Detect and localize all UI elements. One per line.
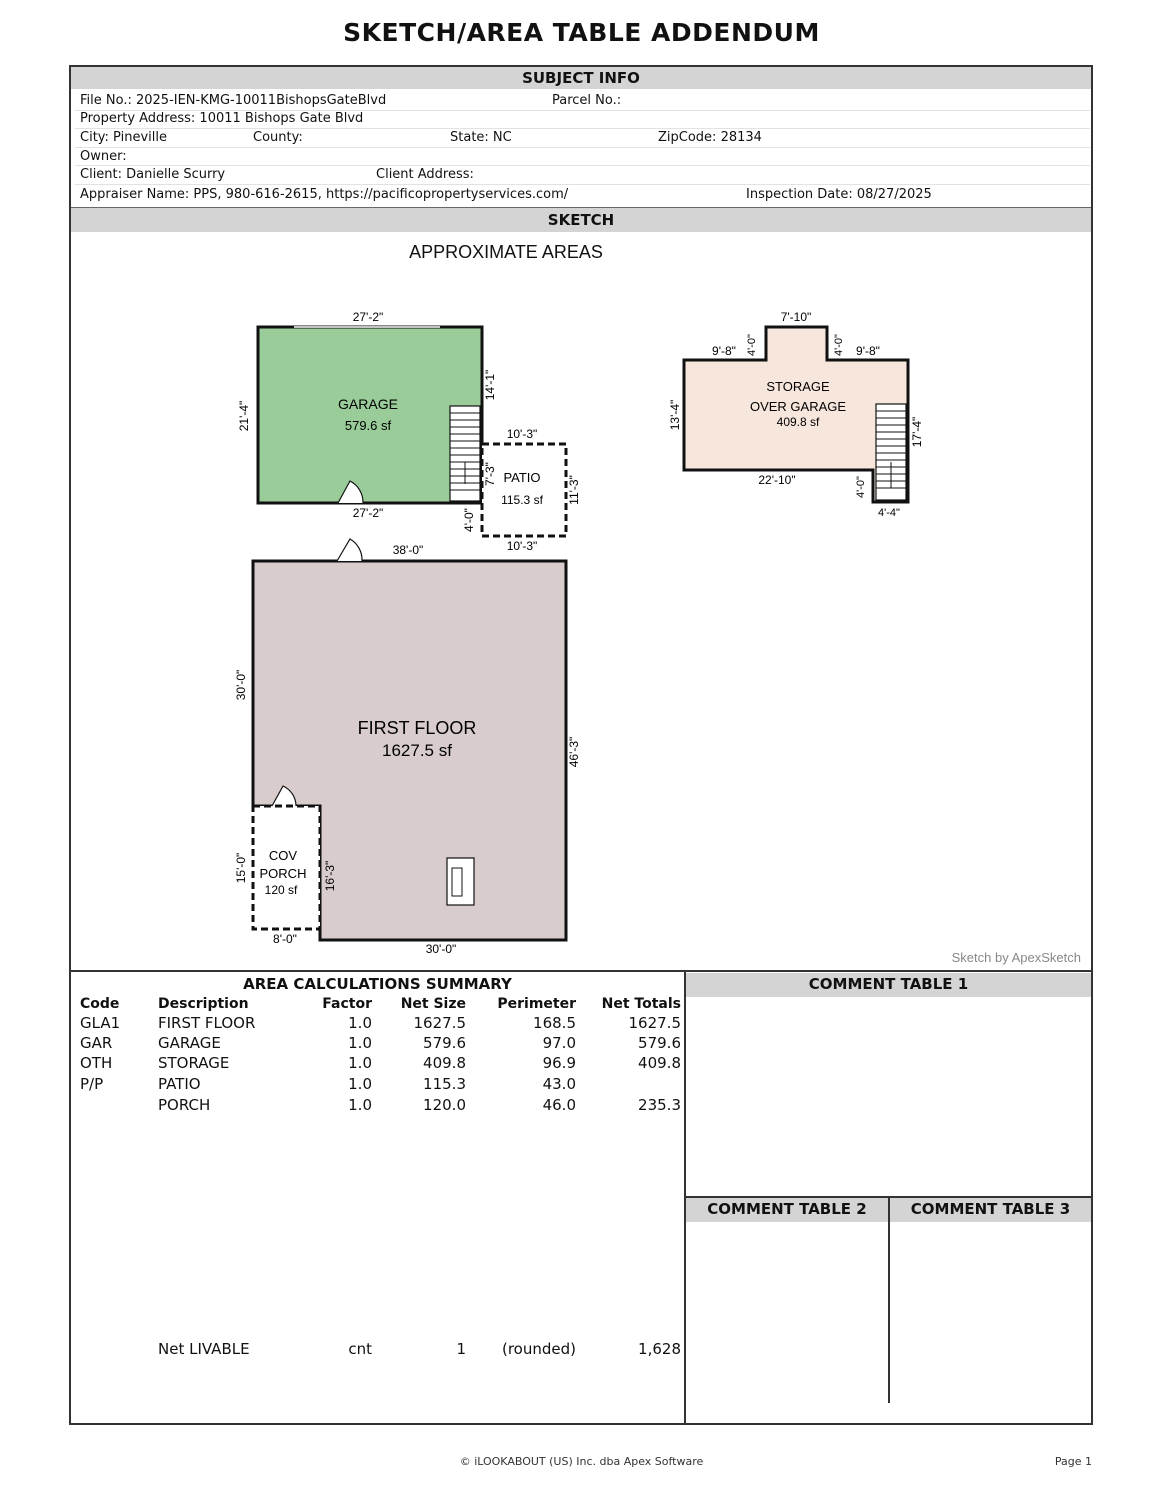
- storage-dim-stair-w: 4'-4": [878, 507, 900, 519]
- table-cell: 115.3: [423, 1075, 466, 1093]
- storage-dim-left: 13'-4": [668, 399, 682, 431]
- net-livable-unit: cnt: [348, 1340, 372, 1358]
- table-cell: PORCH: [158, 1096, 211, 1114]
- patio-dim-top: 10'-3": [506, 427, 538, 441]
- inspection-date: Inspection Date: 08/27/2025: [746, 187, 932, 202]
- table-cell: 1627.5: [413, 1014, 466, 1032]
- table-cell: GARAGE: [158, 1034, 221, 1052]
- table-cell: OTH: [80, 1054, 113, 1072]
- subject-info-header: SUBJECT INFO: [71, 67, 1091, 89]
- first-floor-dim-bottom: 30'-0": [425, 942, 457, 956]
- storage-area-label: 409.8 sf: [776, 415, 820, 429]
- divider: [75, 165, 1090, 166]
- garage-area-label: 579.6 sf: [344, 418, 392, 433]
- fireplace-icon: [447, 858, 474, 905]
- patio-dim-bottom: 10'-3": [506, 539, 538, 553]
- patio-dim-right: 11'-3": [567, 475, 581, 505]
- table-cell: 1.0: [348, 1034, 372, 1052]
- table-cell: P/P: [80, 1075, 104, 1093]
- divider: [75, 147, 1090, 148]
- storage-stairs-icon: [876, 404, 906, 500]
- storage-dim-step-right: 4'-0": [833, 334, 845, 356]
- table-cell: 409.8: [638, 1054, 681, 1072]
- porch-label-2: PORCH: [259, 866, 307, 881]
- footer-copyright: © iLOOKABOUT (US) Inc. dba Apex Software: [459, 1455, 704, 1468]
- parcel-no: Parcel No.:: [552, 93, 622, 108]
- comment-table-2-header: COMMENT TABLE 2: [686, 1198, 888, 1222]
- table-cell: PATIO: [158, 1075, 201, 1093]
- porch-area-label: 120 sf: [264, 883, 298, 897]
- divider: [888, 1198, 890, 1403]
- storage-dim-stair-h: 4'-0": [855, 476, 867, 498]
- sketch-subtitle: APPROXIMATE AREAS: [409, 242, 603, 262]
- owner: Owner:: [80, 149, 127, 164]
- col-factor: Factor: [322, 996, 372, 1012]
- sketch-drawing: [71, 232, 1091, 970]
- garage-area: [258, 327, 482, 503]
- divider: [71, 970, 1091, 972]
- col-description: Description: [158, 996, 249, 1012]
- storage-dim-right: 17'-4": [910, 416, 924, 448]
- garage-label: GARAGE: [338, 396, 398, 412]
- first-floor-door-swing-icon: [337, 539, 362, 561]
- storage-dim-step-left: 4'-0": [746, 334, 758, 356]
- zipcode: ZipCode: 28134: [658, 130, 762, 145]
- table-cell: 46.0: [542, 1096, 576, 1114]
- appraiser: Appraiser Name: PPS, 980-616-2615, https://pacificopropertyservices.com/: [80, 187, 569, 202]
- patio-dim-left2: 4'-0": [462, 508, 476, 532]
- state: State: NC: [450, 130, 512, 145]
- storage-dim-bottom: 22'-10": [758, 473, 796, 487]
- col-code: Code: [80, 996, 120, 1012]
- garage-dim-right: 14'-1": [483, 369, 497, 401]
- porch-dim-bottom: 8'-0": [273, 932, 297, 946]
- net-livable-total: 1,628: [638, 1340, 681, 1358]
- table-cell: FIRST FLOOR: [158, 1014, 256, 1032]
- patio-label: PATIO: [503, 470, 541, 485]
- table-cell: 409.8: [423, 1054, 466, 1072]
- divider: [75, 128, 1090, 129]
- first-floor-dim-right: 46'-3": [567, 736, 581, 768]
- property-address: Property Address: 10011 Bishops Gate Blvd: [80, 111, 364, 126]
- table-cell: 43.0: [542, 1075, 576, 1093]
- page-title: SKETCH/AREA TABLE ADDENDUM: [343, 18, 820, 47]
- file-no: File No.: 2025-IEN-KMG-10011BishopsGateBlvd: [80, 93, 387, 108]
- table-cell: 97.0: [542, 1034, 576, 1052]
- sketch-header: SKETCH: [71, 207, 1091, 232]
- sketch-credit: Sketch by ApexSketch: [951, 950, 1081, 965]
- divider: [75, 184, 1090, 185]
- area-calc-header: AREA CALCULATIONS SUMMARY: [243, 975, 512, 993]
- patio-area: [482, 444, 566, 536]
- storage-dim-right-top: 9'-8": [856, 344, 880, 358]
- net-livable-note: (rounded): [501, 1340, 576, 1358]
- storage-label-1: STORAGE: [766, 379, 830, 394]
- table-cell: 96.9: [542, 1054, 576, 1072]
- porch-label-1: COV: [268, 848, 298, 863]
- table-cell: 120.0: [423, 1096, 466, 1114]
- first-floor-dim-inner: 16'-3": [323, 860, 337, 892]
- first-floor-label: FIRST FLOOR: [357, 718, 477, 738]
- table-cell: 168.5: [533, 1014, 576, 1032]
- table-cell: 235.3: [638, 1096, 681, 1114]
- table-cell: 1.0: [348, 1054, 372, 1072]
- table-cell: 1.0: [348, 1096, 372, 1114]
- page-number: Page 1: [1054, 1455, 1092, 1468]
- garage-stairs-icon: [450, 406, 480, 501]
- garage-dim-left: 21'-4": [237, 400, 251, 432]
- table-cell: 1.0: [348, 1075, 372, 1093]
- col-net-size: Net Size: [400, 996, 466, 1012]
- net-livable-count: 1: [456, 1340, 466, 1358]
- porch-dim-left: 15'-0": [234, 852, 248, 884]
- client: Client: Danielle Scurry: [80, 167, 226, 182]
- first-floor-dim-top: 38'-0": [392, 543, 424, 557]
- client-address: Client Address:: [376, 167, 474, 182]
- city: City: Pineville: [80, 130, 167, 145]
- comment-table-1-header: COMMENT TABLE 1: [686, 973, 1091, 997]
- storage-dim-top: 7'-10": [780, 310, 812, 324]
- net-livable-label: Net LIVABLE: [158, 1340, 250, 1358]
- patio-dim-left: 7'-3": [483, 462, 497, 486]
- storage-dim-left-top: 9'-8": [712, 344, 736, 358]
- col-net-totals: Net Totals: [601, 996, 681, 1012]
- garage-dim-bottom: 27'-2": [352, 506, 384, 520]
- table-cell: STORAGE: [158, 1054, 230, 1072]
- comment-table-3-header: COMMENT TABLE 3: [890, 1198, 1091, 1222]
- patio-area-label: 115.3 sf: [501, 493, 543, 507]
- county: County:: [253, 130, 303, 145]
- table-cell: 1.0: [348, 1014, 372, 1032]
- table-cell: 1627.5: [628, 1014, 681, 1032]
- first-floor-area-label: 1627.5 sf: [382, 741, 452, 760]
- storage-label-2: OVER GARAGE: [749, 399, 847, 414]
- first-floor-dim-left: 30'-0": [234, 669, 248, 701]
- table-cell: 579.6: [638, 1034, 681, 1052]
- col-perimeter: Perimeter: [497, 996, 576, 1012]
- table-cell: GAR: [80, 1034, 113, 1052]
- garage-dim-top: 27'-2": [352, 310, 384, 324]
- table-cell: GLA1: [80, 1014, 121, 1032]
- table-cell: 579.6: [423, 1034, 466, 1052]
